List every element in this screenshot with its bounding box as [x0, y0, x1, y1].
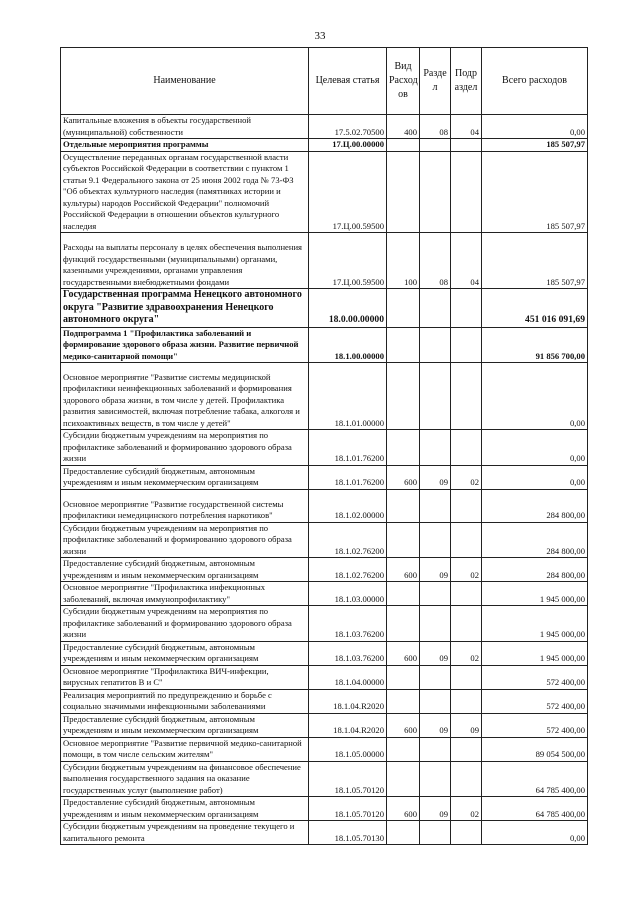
row-section: [420, 821, 451, 845]
row-subsection: [451, 582, 482, 606]
row-name: Субсидии бюджетным учреждениям на мероприятия по профилактике заболеваний и формированию здорового образа жизни: [61, 430, 309, 466]
row-name: Основное мероприятие "Профилактика ВИЧ-инфекции, вирусных гепатитов В и С": [61, 665, 309, 689]
row-section: [420, 737, 451, 761]
row-expense-type: [387, 665, 420, 689]
row-section: [420, 363, 451, 430]
row-target-code: 17.5.02.70500: [309, 115, 387, 139]
table-row: [61, 522, 588, 558]
col-header-section: Разде л: [420, 48, 451, 115]
table-row: [61, 327, 588, 363]
row-total: 572 400,00: [482, 665, 588, 689]
row-total: 0,00: [482, 465, 588, 489]
row-total: 1 945 000,00: [482, 606, 588, 642]
row-total: 0,00: [482, 115, 588, 139]
row-target-code: 17.Ц.00.59500: [309, 233, 387, 289]
row-section: 08: [420, 233, 451, 289]
row-name: Основное мероприятие "Развитие системы медицинской профилактики неинфекционных заболеваний и формирования здорового образа жизни, в том числе у детей. Профилактика развития зависимостей, включая потребление табака, алкоголя и психоактивных веществ, в том числе у детей": [61, 363, 309, 430]
row-subsection: 02: [451, 641, 482, 665]
row-target-code: 18.1.01.76200: [309, 465, 387, 489]
table-row: [61, 606, 588, 642]
row-target-code: 18.1.05.70130: [309, 821, 387, 845]
row-section: [420, 522, 451, 558]
row-target-code: 18.1.05.70120: [309, 797, 387, 821]
row-expense-type: [387, 582, 420, 606]
row-section: 08: [420, 115, 451, 139]
row-expense-type: 600: [387, 713, 420, 737]
table-row: [61, 489, 588, 522]
row-subsection: [451, 289, 482, 328]
row-name: Реализация мероприятий по предупреждению и борьбе с социально значимыми инфекционными заболеваниями: [61, 689, 309, 713]
row-subsection: 04: [451, 233, 482, 289]
row-name: Осуществление переданных органам государственной власти субъектов Российской Федерации в соответствии с пунктом 1 статьи 9.1 Федерального закона от 25 июня 2002 года № 73-ФЗ "Об объектах культурного наследия (памятниках истории и культуры) народов Российской Федерации" полномочий Российской Федерации в отношении объектов культурного наследия: [61, 151, 309, 233]
budget-table: [60, 47, 588, 845]
row-section: [420, 151, 451, 233]
row-total: 89 054 500,00: [482, 737, 588, 761]
row-section: [420, 289, 451, 328]
row-subsection: [451, 489, 482, 522]
row-expense-type: [387, 689, 420, 713]
row-name: Подпрограмма 1 "Профилактика заболеваний и формирование здорового образа жизни. Развитие первичной медико-санитарной помощи": [61, 327, 309, 363]
row-total: 64 785 400,00: [482, 761, 588, 797]
table-row: [61, 821, 588, 845]
row-section: 09: [420, 641, 451, 665]
table-row: [61, 641, 588, 665]
row-subsection: [451, 737, 482, 761]
row-name: Предоставление субсидий бюджетным, автономным учреждениям и иным некоммерческим организациям: [61, 465, 309, 489]
row-section: 09: [420, 558, 451, 582]
row-subsection: 04: [451, 115, 482, 139]
page-number: 33: [314, 30, 326, 42]
row-section: 09: [420, 465, 451, 489]
row-total: 185 507,97: [482, 139, 588, 152]
row-name: Субсидии бюджетным учреждениям на финансовое обеспечение выполнения государственного задания на оказание государственных услуг (выполнение работ): [61, 761, 309, 797]
col-header-total: Всего расходов: [482, 48, 588, 115]
row-subsection: 02: [451, 465, 482, 489]
row-subsection: [451, 151, 482, 233]
row-total: 1 945 000,00: [482, 641, 588, 665]
row-target-code: 18.1.04.00000: [309, 665, 387, 689]
row-expense-type: 100: [387, 233, 420, 289]
col-header-subsection: Подр аздел: [451, 48, 482, 115]
row-total: 572 400,00: [482, 689, 588, 713]
table-row: [61, 363, 588, 430]
row-subsection: [451, 522, 482, 558]
col-header-target: Целевая статья: [309, 48, 387, 115]
row-target-code: 18.1.03.00000: [309, 582, 387, 606]
row-expense-type: 600: [387, 465, 420, 489]
table-row: [61, 558, 588, 582]
row-total: 91 856 700,00: [482, 327, 588, 363]
row-section: 09: [420, 713, 451, 737]
row-expense-type: [387, 737, 420, 761]
row-expense-type: 600: [387, 797, 420, 821]
table-row: [61, 233, 588, 289]
row-expense-type: [387, 430, 420, 466]
row-subsection: [451, 761, 482, 797]
row-target-code: 17.Ц.00.59500: [309, 151, 387, 233]
table-row: [61, 797, 588, 821]
row-target-code: 18.1.05.70120: [309, 761, 387, 797]
row-name: Субсидии бюджетным учреждениям на мероприятия по профилактике заболеваний и формированию здорового образа жизни: [61, 522, 309, 558]
table-row: [61, 430, 588, 466]
row-section: [420, 582, 451, 606]
row-name: Предоставление субсидий бюджетным, автономным учреждениям и иным некоммерческим организациям: [61, 713, 309, 737]
row-name: Предоставление субсидий бюджетным, автономным учреждениям и иным некоммерческим организациям: [61, 558, 309, 582]
row-expense-type: [387, 151, 420, 233]
row-subsection: 02: [451, 558, 482, 582]
row-total: 1 945 000,00: [482, 582, 588, 606]
row-expense-type: [387, 606, 420, 642]
row-expense-type: 600: [387, 558, 420, 582]
row-subsection: [451, 821, 482, 845]
col-header-expense-type: Вид Расход ов: [387, 48, 420, 115]
row-expense-type: [387, 761, 420, 797]
table-row: [61, 689, 588, 713]
row-total: 185 507,97: [482, 151, 588, 233]
row-section: [420, 139, 451, 152]
row-subsection: 02: [451, 797, 482, 821]
table-row: [61, 289, 588, 328]
row-total: 64 785 400,00: [482, 797, 588, 821]
row-target-code: 18.1.03.76200: [309, 641, 387, 665]
table-row: [61, 665, 588, 689]
col-header-name: Наименование: [61, 48, 309, 115]
row-target-code: 18.1.01.00000: [309, 363, 387, 430]
row-expense-type: [387, 327, 420, 363]
row-expense-type: [387, 489, 420, 522]
row-expense-type: 600: [387, 641, 420, 665]
row-name: Основное мероприятие "Развитие первичной медико-санитарной помощи, в том числе сельским жителям": [61, 737, 309, 761]
row-subsection: [451, 139, 482, 152]
row-total: 451 016 091,69: [482, 289, 588, 328]
row-name: Капитальные вложения в объекты государственной (муниципальной) собственности: [61, 115, 309, 139]
row-subsection: [451, 665, 482, 689]
row-subsection: [451, 327, 482, 363]
row-total: 572 400,00: [482, 713, 588, 737]
row-expense-type: [387, 522, 420, 558]
row-section: 09: [420, 797, 451, 821]
table-row: [61, 713, 588, 737]
table-row: [61, 737, 588, 761]
table-row: [61, 582, 588, 606]
row-section: [420, 327, 451, 363]
row-name: Основное мероприятие "Развитие государственной системы профилактики немедицинского потребления наркотиков": [61, 489, 309, 522]
row-total: 284 800,00: [482, 522, 588, 558]
row-subsection: [451, 689, 482, 713]
row-expense-type: [387, 289, 420, 328]
row-total: 185 507,97: [482, 233, 588, 289]
row-name: Субсидии бюджетным учреждениям на проведение текущего и капитального ремонта: [61, 821, 309, 845]
table-row: [61, 151, 588, 233]
row-subsection: [451, 606, 482, 642]
row-name: Отдельные мероприятия программы: [61, 139, 309, 152]
table-row: [61, 465, 588, 489]
row-target-code: 18.1.04.R2020: [309, 713, 387, 737]
row-subsection: 09: [451, 713, 482, 737]
row-target-code: 18.1.05.00000: [309, 737, 387, 761]
row-name: Предоставление субсидий бюджетным, автономным учреждениям и иным некоммерческим организациям: [61, 641, 309, 665]
row-section: [420, 430, 451, 466]
row-section: [420, 489, 451, 522]
row-target-code: 17.Ц.00.00000: [309, 139, 387, 152]
row-total: 284 800,00: [482, 558, 588, 582]
row-target-code: 18.1.03.76200: [309, 606, 387, 642]
row-expense-type: [387, 139, 420, 152]
row-target-code: 18.1.02.00000: [309, 489, 387, 522]
row-name: Субсидии бюджетным учреждениям на мероприятия по профилактике заболеваний и формированию здорового образа жизни: [61, 606, 309, 642]
row-target-code: 18.1.02.76200: [309, 522, 387, 558]
row-subsection: [451, 363, 482, 430]
row-section: [420, 665, 451, 689]
row-total: 284 800,00: [482, 489, 588, 522]
row-target-code: 18.1.02.76200: [309, 558, 387, 582]
row-section: [420, 606, 451, 642]
row-target-code: 18.1.04.R2020: [309, 689, 387, 713]
table-row: [61, 139, 588, 152]
row-target-code: 18.1.01.76200: [309, 430, 387, 466]
row-expense-type: [387, 821, 420, 845]
row-name: Основное мероприятие "Профилактика инфекционных заболеваний, включая иммунопрофилактику": [61, 582, 309, 606]
row-total: 0,00: [482, 363, 588, 430]
row-expense-type: 400: [387, 115, 420, 139]
row-expense-type: [387, 363, 420, 430]
table-row: [61, 115, 588, 139]
row-total: 0,00: [482, 821, 588, 845]
row-name: Расходы на выплаты персоналу в целях обеспечения выполнения функций государственными (муниципальными) органами, казенными учреждениями, органами управления государственными внебюджетными фондами: [61, 233, 309, 289]
row-name: Государственная программа Ненецкого автономного округа "Развитие здравоохранения Ненецкого автономного округа": [61, 289, 309, 328]
table-row: [61, 761, 588, 797]
row-total: 0,00: [482, 430, 588, 466]
row-subsection: [451, 430, 482, 466]
row-target-code: 18.1.00.00000: [309, 327, 387, 363]
header-row: [61, 48, 588, 115]
row-name: Предоставление субсидий бюджетным, автономным учреждениям и иным некоммерческим организациям: [61, 797, 309, 821]
row-section: [420, 689, 451, 713]
row-target-code: 18.0.00.00000: [309, 289, 387, 328]
row-section: [420, 761, 451, 797]
